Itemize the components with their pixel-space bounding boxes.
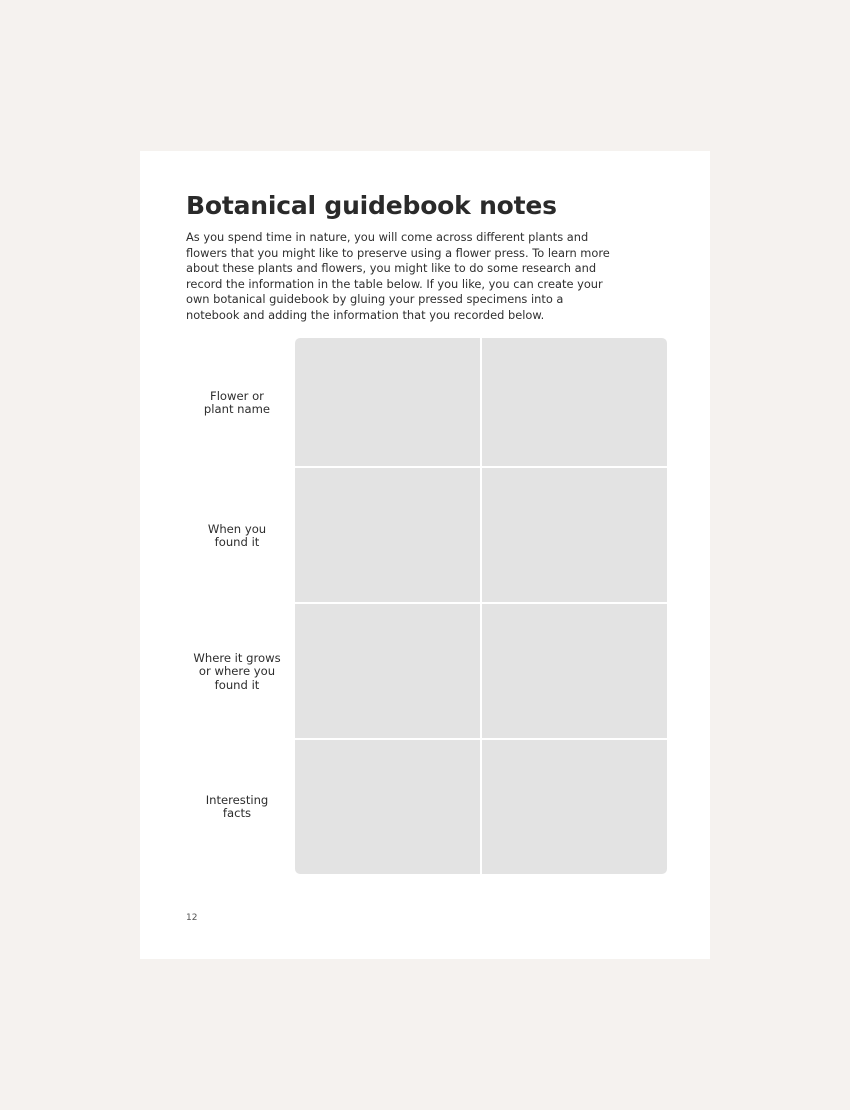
table-column-divider: [480, 338, 482, 874]
intro-line: As you spend time in nature, you will come across different plants and: [186, 230, 589, 244]
intro-line: flowers that you might like to preserve using a flower press. To learn more: [186, 245, 610, 260]
table-cell-when-found-2[interactable]: [482, 468, 667, 602]
intro-paragraph: [186, 230, 656, 323]
row-label-when-found: When you found it: [207, 521, 267, 549]
table-cell-flower-name-1[interactable]: [295, 338, 480, 466]
intro-line: about these plants and flowers, you might like to do some research and: [186, 261, 597, 275]
table-cell-interesting-facts-1[interactable]: [295, 740, 480, 874]
intro-line: notebook and adding the information that you recorded below.: [186, 307, 545, 322]
intro-line: record the information in the table below. If you like, you can create your: [186, 276, 603, 291]
table-cell-interesting-facts-2[interactable]: [482, 740, 667, 874]
notes-table: [295, 338, 667, 874]
table-cell-flower-name-2[interactable]: [482, 338, 667, 466]
intro-line: own botanical guidebook by gluing your pressed specimens into a: [186, 292, 564, 306]
page-title: Botanical guidebook notes: [186, 191, 557, 220]
table-cell-where-grows-1[interactable]: [295, 604, 480, 738]
page-number: 12: [186, 913, 198, 923]
table-row-divider: [295, 602, 667, 604]
row-label-interesting-facts: Interesting facts: [205, 792, 269, 820]
document-page: [140, 151, 710, 959]
table-row-divider: [295, 738, 667, 740]
table-cell-where-grows-2[interactable]: [482, 604, 667, 738]
table-row-divider: [295, 466, 667, 468]
table-cell-when-found-1[interactable]: [295, 468, 480, 602]
row-label-where-grows: Where it grows or where you found it: [193, 650, 281, 692]
row-label-flower-name: Flower or plant name: [203, 388, 271, 416]
table-row-labels: [186, 338, 288, 874]
